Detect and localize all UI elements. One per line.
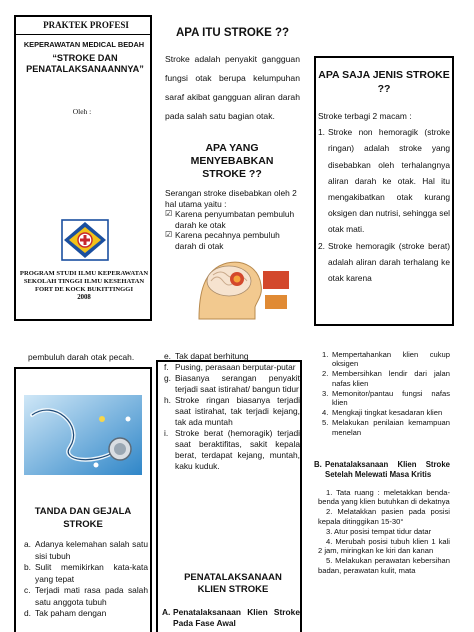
stethoscope-illustration xyxy=(24,395,142,475)
cause-item-text: Karena pecahnya pembuluh darah di otak xyxy=(175,230,280,251)
treatment-b-title: B. Penatalaksanaan Klien Stroke Setelah Melewati Masa Kritis xyxy=(314,460,450,479)
signs-item: e. Tak dapat berhitung xyxy=(164,351,249,361)
checkbox-bullet-icon: ☑ xyxy=(165,209,173,218)
signs-item: c. Terjadi mati rasa pada salah satu anggota tubuh xyxy=(24,585,148,607)
care-item: 3. Atur posisi tempat tidur datar xyxy=(326,526,432,536)
cover-author-label: Oleh : xyxy=(72,107,92,116)
cause-item xyxy=(165,230,300,251)
signs-title: TANDA DAN GEJALA STROKE xyxy=(34,506,132,530)
signs-item: g. Biasanya serangan penyakit terjadi saat istirahat/ bangun tidur xyxy=(164,373,300,394)
care-item: 3. Memonitor/pantau fungsi nafas klien xyxy=(322,388,450,408)
signs-item: b. Sulit memikirkan kata-kata yang tepat xyxy=(24,562,148,584)
cause-item xyxy=(165,209,300,230)
care-item: 5. Melakukan perawatan kebersihan badan, perawatan kulit, mata xyxy=(318,556,450,575)
cover-institution: PROGRAM STUDI ILMU KEPERAWATAN SEKOLAH TINGGI ILMU KESEHATAN FORT DE KOCK BUKITTINGGI xyxy=(19,270,149,293)
care-item: 4. Mengkaji tingkat kesadaran klien xyxy=(322,408,443,418)
care-item: 1. Tata ruang : meletakkan benda-benda yang klien butuhkan di dekatnya xyxy=(318,488,450,507)
signs-item: a. Adanya kelemahan salah satu sisi tubuh xyxy=(24,539,148,561)
cover-topic: “STROKE DAN PENATALAKSANAANNYA” xyxy=(26,53,144,74)
what-is-stroke-body: Stroke adalah penyakit gangguan fungsi otak berupa kelumpuhan saraf akibat gangguan aliran darah pada salah satu bagian otak. xyxy=(165,54,300,121)
cover-year: 2008 xyxy=(77,294,91,301)
checkbox-bullet-icon: ☑ xyxy=(165,230,173,239)
types-title: APA SAJA JENIS STROKE ?? xyxy=(318,69,450,95)
cause-section xyxy=(165,188,300,251)
head-brain-illustration xyxy=(195,255,291,321)
signs-list xyxy=(24,539,148,620)
initial-care-list xyxy=(322,350,450,438)
care-item: 4. Merubah posisi tubuh klien 1 kali 2 jam, miringkan ke kiri dan kanan xyxy=(318,537,450,556)
signs-item: d. Tak paham dengan xyxy=(24,608,107,618)
care-item: 2. Melatakkan pasien pada posisi kepala ditinggikan 15-30° xyxy=(318,507,450,526)
cover-title: PRAKTEK PROFESI xyxy=(43,20,129,30)
cause-title: APA YANG MENYEBABKAN STROKE ?? xyxy=(190,142,274,180)
signs-item: h. Stroke ringan biasanya terjadi saat istirahat, tak terjadi kejang, tak ada muntah xyxy=(164,395,300,427)
types-item: 2. Stroke hemoragik (stroke berat) adalah aliran darah terhalang ke otak karena xyxy=(318,238,450,287)
treatment-a: A. Penatalaksanaan Klien Stroke Pada Fase Awal xyxy=(162,607,300,628)
cover-divider xyxy=(14,34,152,35)
continued-text: pembuluh darah otak pecah. xyxy=(28,352,135,362)
signs-item: i. Stroke berat (hemoragik) terjadi saat beraktifitas, sakit kepala berat, terdapat kejang, muntah, kaku kuduk. xyxy=(164,428,300,471)
types-item-text: Stroke hemoragik (stroke berat) adalah aliran darah terhalang ke otak karena xyxy=(328,240,450,284)
care-item: 2. Membersihkan lendir dari jalan nafas klien xyxy=(322,369,450,388)
what-is-stroke-title: APA ITU STROKE ?? xyxy=(175,27,290,39)
post-critical-care-list xyxy=(318,488,450,576)
types-item-text: Stroke non hemoragik (stroke ringan) adalah stroke yang disebabkan oleh terhalangnya aliran darah ke otak. Hal itu mengakibatkan otak kurang oksigen dan nutrisi, sehingga sel otak mati. xyxy=(328,127,450,235)
signs-more-list xyxy=(164,351,300,472)
cause-item-text: Karena penyumbatan pembuluh darah ke otak xyxy=(175,209,295,230)
types-item: 1. Stroke non hemoragik (stroke ringan) adalah stroke yang disebabkan oleh terhalangnya aliran darah ke otak. Hal itu mengakibatkan otak kurang oksigen dan nutrisi, sehingga sel otak mati. xyxy=(318,124,450,237)
cause-intro: Serangan stroke disebabkan oleh 2 hal utama yaitu : xyxy=(165,188,297,209)
cover-department: KEPERAWATAN MEDICAL BEDAH xyxy=(23,40,145,49)
types-section xyxy=(318,108,450,286)
treatment-title: PENATALAKSANAAN KLIEN STROKE xyxy=(184,572,282,595)
signs-item: f. Pusing, perasaan berputar-putar xyxy=(164,362,296,372)
care-item: 1. Mempertahankan klien cukup oksigen xyxy=(322,350,450,369)
school-emblem-logo xyxy=(60,218,110,262)
care-item: 5. Melakukan penilaian kemampuan menelan xyxy=(322,418,450,437)
types-intro: Stroke terbagi 2 macam : xyxy=(318,111,412,121)
